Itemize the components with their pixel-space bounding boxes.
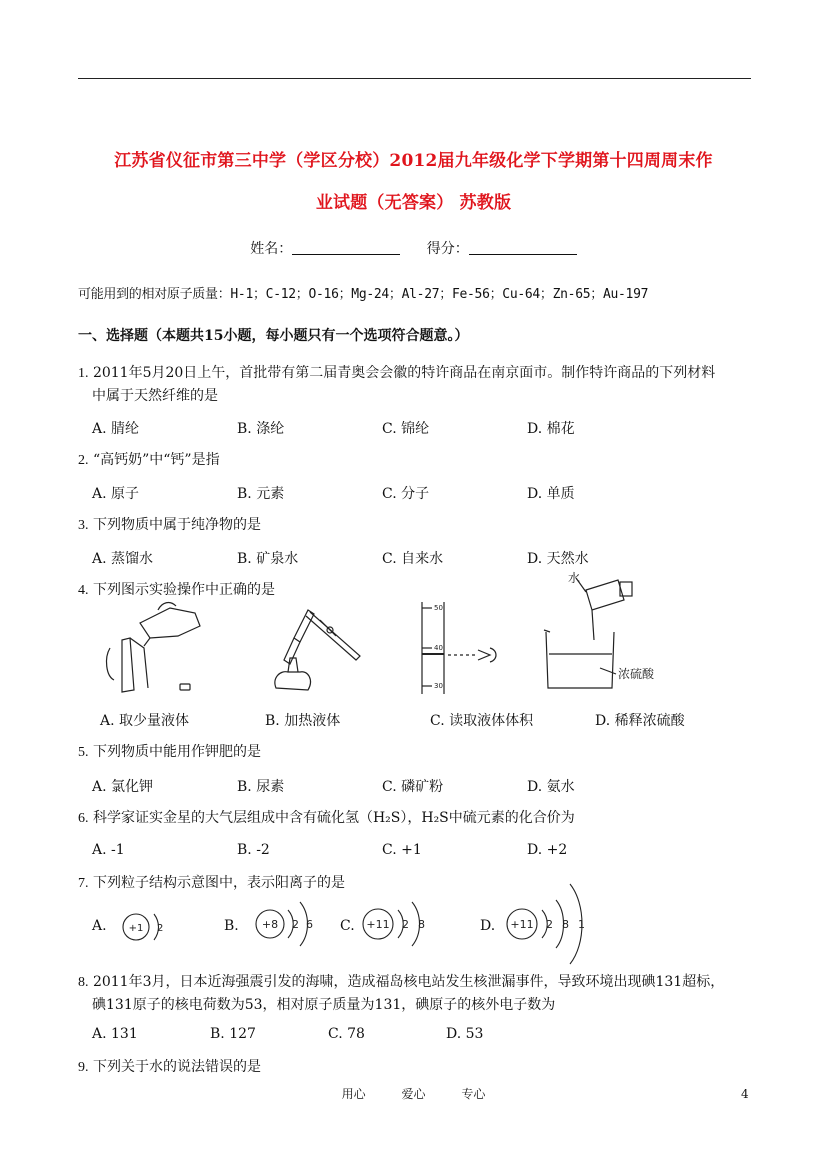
- shell-2: 8: [418, 918, 425, 931]
- option-b[interactable]: B. 矿泉水: [237, 551, 299, 567]
- option-d[interactable]: D. 棉花: [527, 421, 575, 437]
- question-number: 1.: [78, 366, 89, 381]
- question-number: 6.: [78, 811, 89, 826]
- header-rule: [78, 78, 751, 79]
- nucleus-label: +1: [128, 923, 144, 934]
- figure-dilute-acid: [536, 570, 686, 698]
- label-acid: 浓硫酸: [618, 667, 655, 681]
- option-b[interactable]: B.: [224, 918, 239, 934]
- figure-take-liquid: [100, 598, 210, 698]
- section-title: 一、选择题（本题共15小题，每小题只有一个选项符合题意。）: [78, 328, 469, 344]
- option-b[interactable]: B. 涤纶: [237, 421, 285, 437]
- option-d[interactable]: D. 天然水: [527, 551, 589, 567]
- option-a[interactable]: A. 腈纶: [92, 421, 140, 437]
- score-label: 得分：: [426, 241, 469, 257]
- option-a[interactable]: A. 氯化钾: [92, 779, 154, 795]
- atomic-masses: [78, 283, 648, 302]
- figure-heat-liquid: [258, 598, 368, 698]
- question-text: 科学家证实金星的大气层组成中含有硫化氢（H₂S），H₂S中硫元素的化合价为: [92, 810, 575, 826]
- question-number: 7.: [78, 876, 89, 891]
- page-footer: [0, 1085, 827, 1102]
- question-2: [78, 449, 758, 472]
- option-d[interactable]: D. 氨水: [527, 779, 575, 795]
- question-text: 下列粒子结构示意图中，表示阳离子的是: [92, 875, 345, 891]
- question-8-options: [92, 1026, 752, 1042]
- question-9: [78, 1056, 758, 1079]
- option-d[interactable]: D. 稀释浓硫酸: [595, 713, 685, 729]
- tick-30: 30: [434, 682, 443, 690]
- question-1: [78, 362, 758, 407]
- option-c[interactable]: C. 锦纶: [382, 421, 430, 437]
- option-a[interactable]: A. 131: [92, 1026, 138, 1042]
- option-a[interactable]: A. 蒸馏水: [92, 551, 154, 567]
- name-label: 姓名：: [250, 241, 293, 257]
- document-title-line1: 江苏省仪征市第三中学（学区分校）2012届九年级化学下学期第十四周周末作: [114, 151, 713, 171]
- question-text: 下列图示实验操作中正确的是: [92, 582, 275, 598]
- question-number: 8.: [78, 975, 89, 990]
- atom-diagram-b: [250, 896, 330, 956]
- option-c[interactable]: C.: [340, 918, 355, 934]
- footer-item: 用心: [341, 1087, 366, 1101]
- score-blank[interactable]: [469, 240, 577, 255]
- question-text: 下列物质中能用作钾肥的是: [92, 744, 261, 760]
- question-text: 下列物质中属于纯净物的是: [92, 517, 261, 533]
- shell-3: 1: [578, 918, 585, 931]
- question-5: [78, 741, 758, 764]
- option-c[interactable]: C. 分子: [382, 486, 430, 502]
- option-b[interactable]: B. -2: [237, 842, 270, 858]
- question-2-options: [92, 483, 752, 503]
- option-c[interactable]: C. +1: [382, 842, 422, 858]
- question-number: 5.: [78, 745, 89, 760]
- question-number: 4.: [78, 583, 89, 598]
- option-d[interactable]: D.: [480, 918, 496, 934]
- footer-item: 爱心: [401, 1087, 426, 1101]
- question-number: 9.: [78, 1060, 89, 1075]
- option-a[interactable]: A. -1: [92, 842, 125, 858]
- tick-40: 40: [434, 644, 443, 652]
- question-number: 2.: [78, 453, 89, 468]
- option-c[interactable]: C. 磷矿粉: [382, 779, 444, 795]
- question-6: [78, 807, 758, 830]
- nucleus-label: +11: [510, 918, 534, 931]
- tick-50: 50: [434, 604, 443, 612]
- option-d[interactable]: D. +2: [527, 842, 568, 858]
- option-b[interactable]: B. 加热液体: [265, 713, 341, 729]
- option-d[interactable]: D. 53: [446, 1026, 484, 1042]
- question-3: [78, 514, 758, 537]
- option-d[interactable]: D. 单质: [527, 486, 575, 502]
- name-score-line: [0, 238, 827, 258]
- option-a[interactable]: A. 原子: [92, 486, 140, 502]
- option-c[interactable]: C. 78: [328, 1026, 365, 1042]
- shell-2: 6: [306, 918, 313, 931]
- shell-2: 8: [562, 918, 569, 931]
- question-6-options: [92, 842, 752, 858]
- question-3-options: [92, 548, 752, 568]
- option-b[interactable]: B. 尿素: [237, 779, 285, 795]
- question-text-cont: 中属于天然纤维的是: [92, 388, 218, 404]
- option-a[interactable]: A.: [92, 918, 107, 934]
- atom-diagram-c: [356, 896, 446, 956]
- question-5-options: [92, 776, 752, 796]
- shell-1: 2: [157, 923, 164, 934]
- option-c[interactable]: C. 自来水: [382, 551, 444, 567]
- name-blank[interactable]: [292, 240, 400, 255]
- question-4-options: [100, 710, 760, 730]
- option-b[interactable]: B. 元素: [237, 486, 285, 502]
- figure-read-volume: [408, 598, 528, 698]
- document-title-line2: 业试题（无答案） 苏教版: [315, 193, 512, 213]
- footer-item: 专心: [461, 1087, 486, 1101]
- nucleus-label: +8: [261, 918, 279, 931]
- atomic-masses-label: 可能用到的相对原子质量：: [78, 287, 231, 302]
- option-b[interactable]: B. 127: [210, 1026, 256, 1042]
- question-1-options: [92, 418, 752, 438]
- option-a[interactable]: A. 取少量液体: [100, 713, 190, 729]
- question-8: [78, 971, 758, 1016]
- question-text: 2011年5月20日上午，首批带有第二届青奥会会徽的特许商品在南京面市。制作特许商品的下列材料: [92, 365, 716, 381]
- page-number: 4: [741, 1087, 749, 1101]
- shell-1: 2: [402, 918, 409, 931]
- question-text: “高钙奶”中“钙”是指: [92, 452, 220, 468]
- question-text: 下列关于水的说法错误的是: [92, 1059, 261, 1075]
- question-number: 3.: [78, 518, 89, 533]
- label-water: 水: [568, 571, 581, 585]
- atom-diagram-d: [500, 876, 600, 966]
- option-c[interactable]: C. 读取液体体积: [430, 713, 534, 729]
- question-text-cont: 碘131原子的核电荷数为53，相对原子质量为131，碘原子的核外电子数为: [92, 997, 556, 1013]
- shell-1: 2: [546, 918, 553, 931]
- atomic-masses-values: H-1；C-12；O-16；Mg-24；Al-27；Fe-56；Cu-64；Zn-65；Au-197: [230, 287, 649, 302]
- nucleus-label: +11: [366, 918, 390, 931]
- atom-diagram-a: [118, 902, 178, 952]
- question-7: [78, 872, 758, 895]
- question-text: 2011年3月，日本近海强震引发的海啸，造成福岛核电站发生核泄漏事件，导致环境出现碘131超标，: [92, 974, 725, 990]
- shell-1: 2: [292, 918, 299, 931]
